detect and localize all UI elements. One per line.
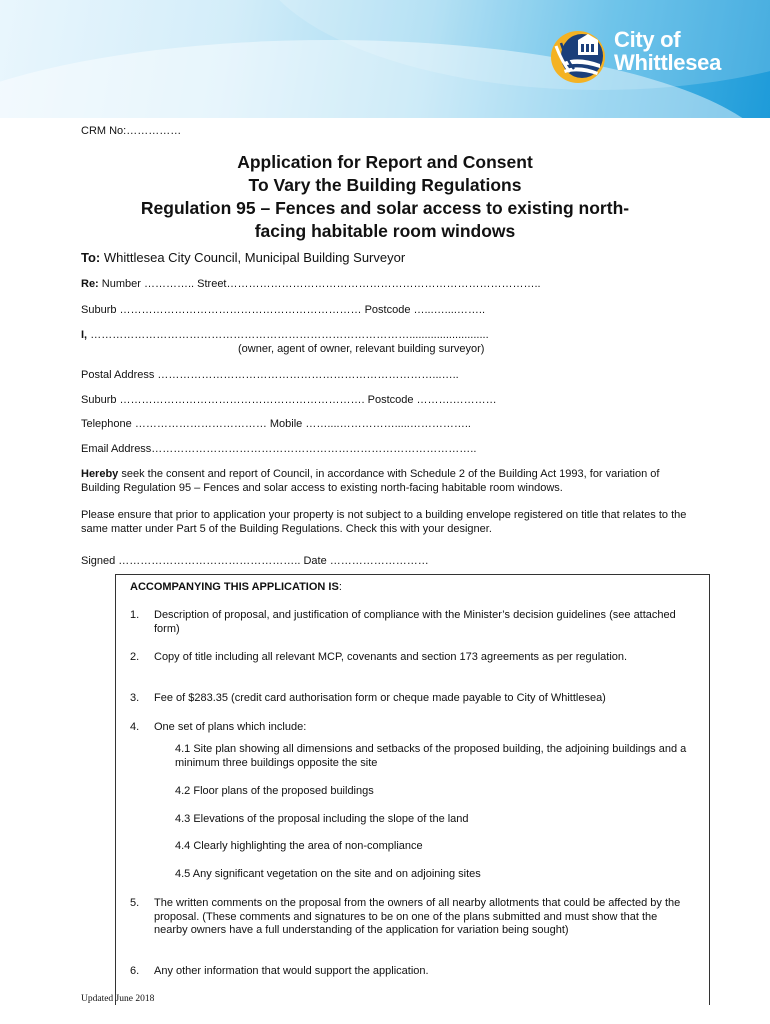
title-line-3: Regulation 95 – Fences and solar access to existing north- [140, 198, 630, 218]
applicant-name-line[interactable] [81, 329, 489, 341]
title-line-2: To Vary the Building Regulations [248, 175, 522, 195]
hereby-bold: Hereby [81, 468, 119, 480]
list-item: 6. Any other information that would support the application. [130, 965, 429, 977]
logo-wordmark [614, 28, 721, 74]
postal-address-field[interactable]: Postal Address …………………………………………………………………...….. [81, 369, 459, 381]
logo-line-1: City of [614, 27, 681, 52]
sub-list-item: 4.1 Site plan showing all dimensions and setbacks of the proposed building, the adjoining buildings and a minimum three buildings opposite the site [175, 743, 687, 769]
crm-number-field[interactable]: CRM No:…………… [81, 125, 182, 137]
re-label: Re: [81, 278, 99, 290]
header-banner [0, 0, 770, 118]
accompanying-documents-box [115, 574, 710, 1005]
sub-list-item: 4.5 Any significant vegetation on the site and on adjoining sites [175, 868, 481, 880]
street-address-field[interactable]: Number ………….. Street………………………………………………………………………….. [101, 278, 541, 290]
i-label: I, [81, 329, 88, 341]
sub-list-item: 4.2 Floor plans of the proposed buildings [175, 785, 374, 797]
applicant-role-note: (owner, agent of owner, relevant building surveyor) [238, 343, 485, 355]
list-item: 4. One set of plans which include: [130, 721, 307, 733]
email-address-field[interactable]: Email Address…………………………………………………………………………….. [81, 443, 477, 455]
sub-list-item: 4.3 Elevations of the proposal including the slope of the land [175, 813, 469, 825]
suburb-postcode-field[interactable]: Suburb ………………………………………………………… Postcode …...…....…….. [81, 304, 486, 316]
list-item: 1. Description of proposal, and justification of compliance with the Minister’s decision guidelines (see attached form) [130, 609, 676, 635]
title-line-1: Application for Report and Consent [237, 152, 533, 172]
city-emblem-icon [548, 26, 610, 86]
telephone-mobile-field[interactable]: Telephone ……………………………… Mobile ……....…………….....…………….. [81, 418, 471, 430]
applicant-name-field[interactable]: …………………………………………………………………………….......................... [90, 329, 489, 341]
sub-list-item: 4.4 Clearly highlighting the area of non-compliance [175, 840, 423, 852]
to-line [81, 250, 405, 265]
accompanying-heading: ACCOMPANYING THIS APPLICATION IS: [130, 581, 342, 593]
hereby-text: seek the consent and report of Council, in accordance with Schedule 2 of the Building Act 1993, for variation of Building Regulation 95 – Fences and solar access to existing north-facing habitable room windows. [81, 468, 660, 494]
footer-updated-date: Updated June 2018 [81, 994, 155, 1004]
re-line[interactable] [81, 278, 541, 290]
city-of-whittlesea-logo [548, 24, 738, 84]
envelope-notice: Please ensure that prior to application your property is not subject to a building envelope registered on title that relates to the same matter under Part 5 of the Building Regulations. Check this with your designer. [81, 509, 687, 535]
list-item: 5. The written comments on the proposal from the owners of all nearby allotments that could be affected by the proposal. (These comments and signatures to be on one of the plans submitted and must show that the nearby owners have a full understanding of the application for variation being sought) [130, 897, 681, 936]
list-item: 3. Fee of $283.35 (credit card authorisation form or cheque made payable to City of Whittlesea) [130, 692, 606, 704]
to-value: Whittlesea City Council, Municipal Building Surveyor [103, 250, 406, 265]
signed-date-field[interactable]: Signed ………………………………………….. Date ……………………… [81, 555, 429, 567]
title-line-4: facing habitable room windows [254, 221, 516, 241]
to-label: To: [81, 250, 101, 265]
logo-line-2: Whittlesea [614, 50, 722, 75]
list-item: 2. Copy of title including all relevant MCP, covenants and section 173 agreements as per regulation. [130, 651, 628, 663]
hereby-paragraph [81, 468, 701, 495]
postal-suburb-field[interactable]: Suburb …………………………………………………………. Postcode ……….………… [81, 394, 497, 406]
page-title [60, 151, 710, 243]
